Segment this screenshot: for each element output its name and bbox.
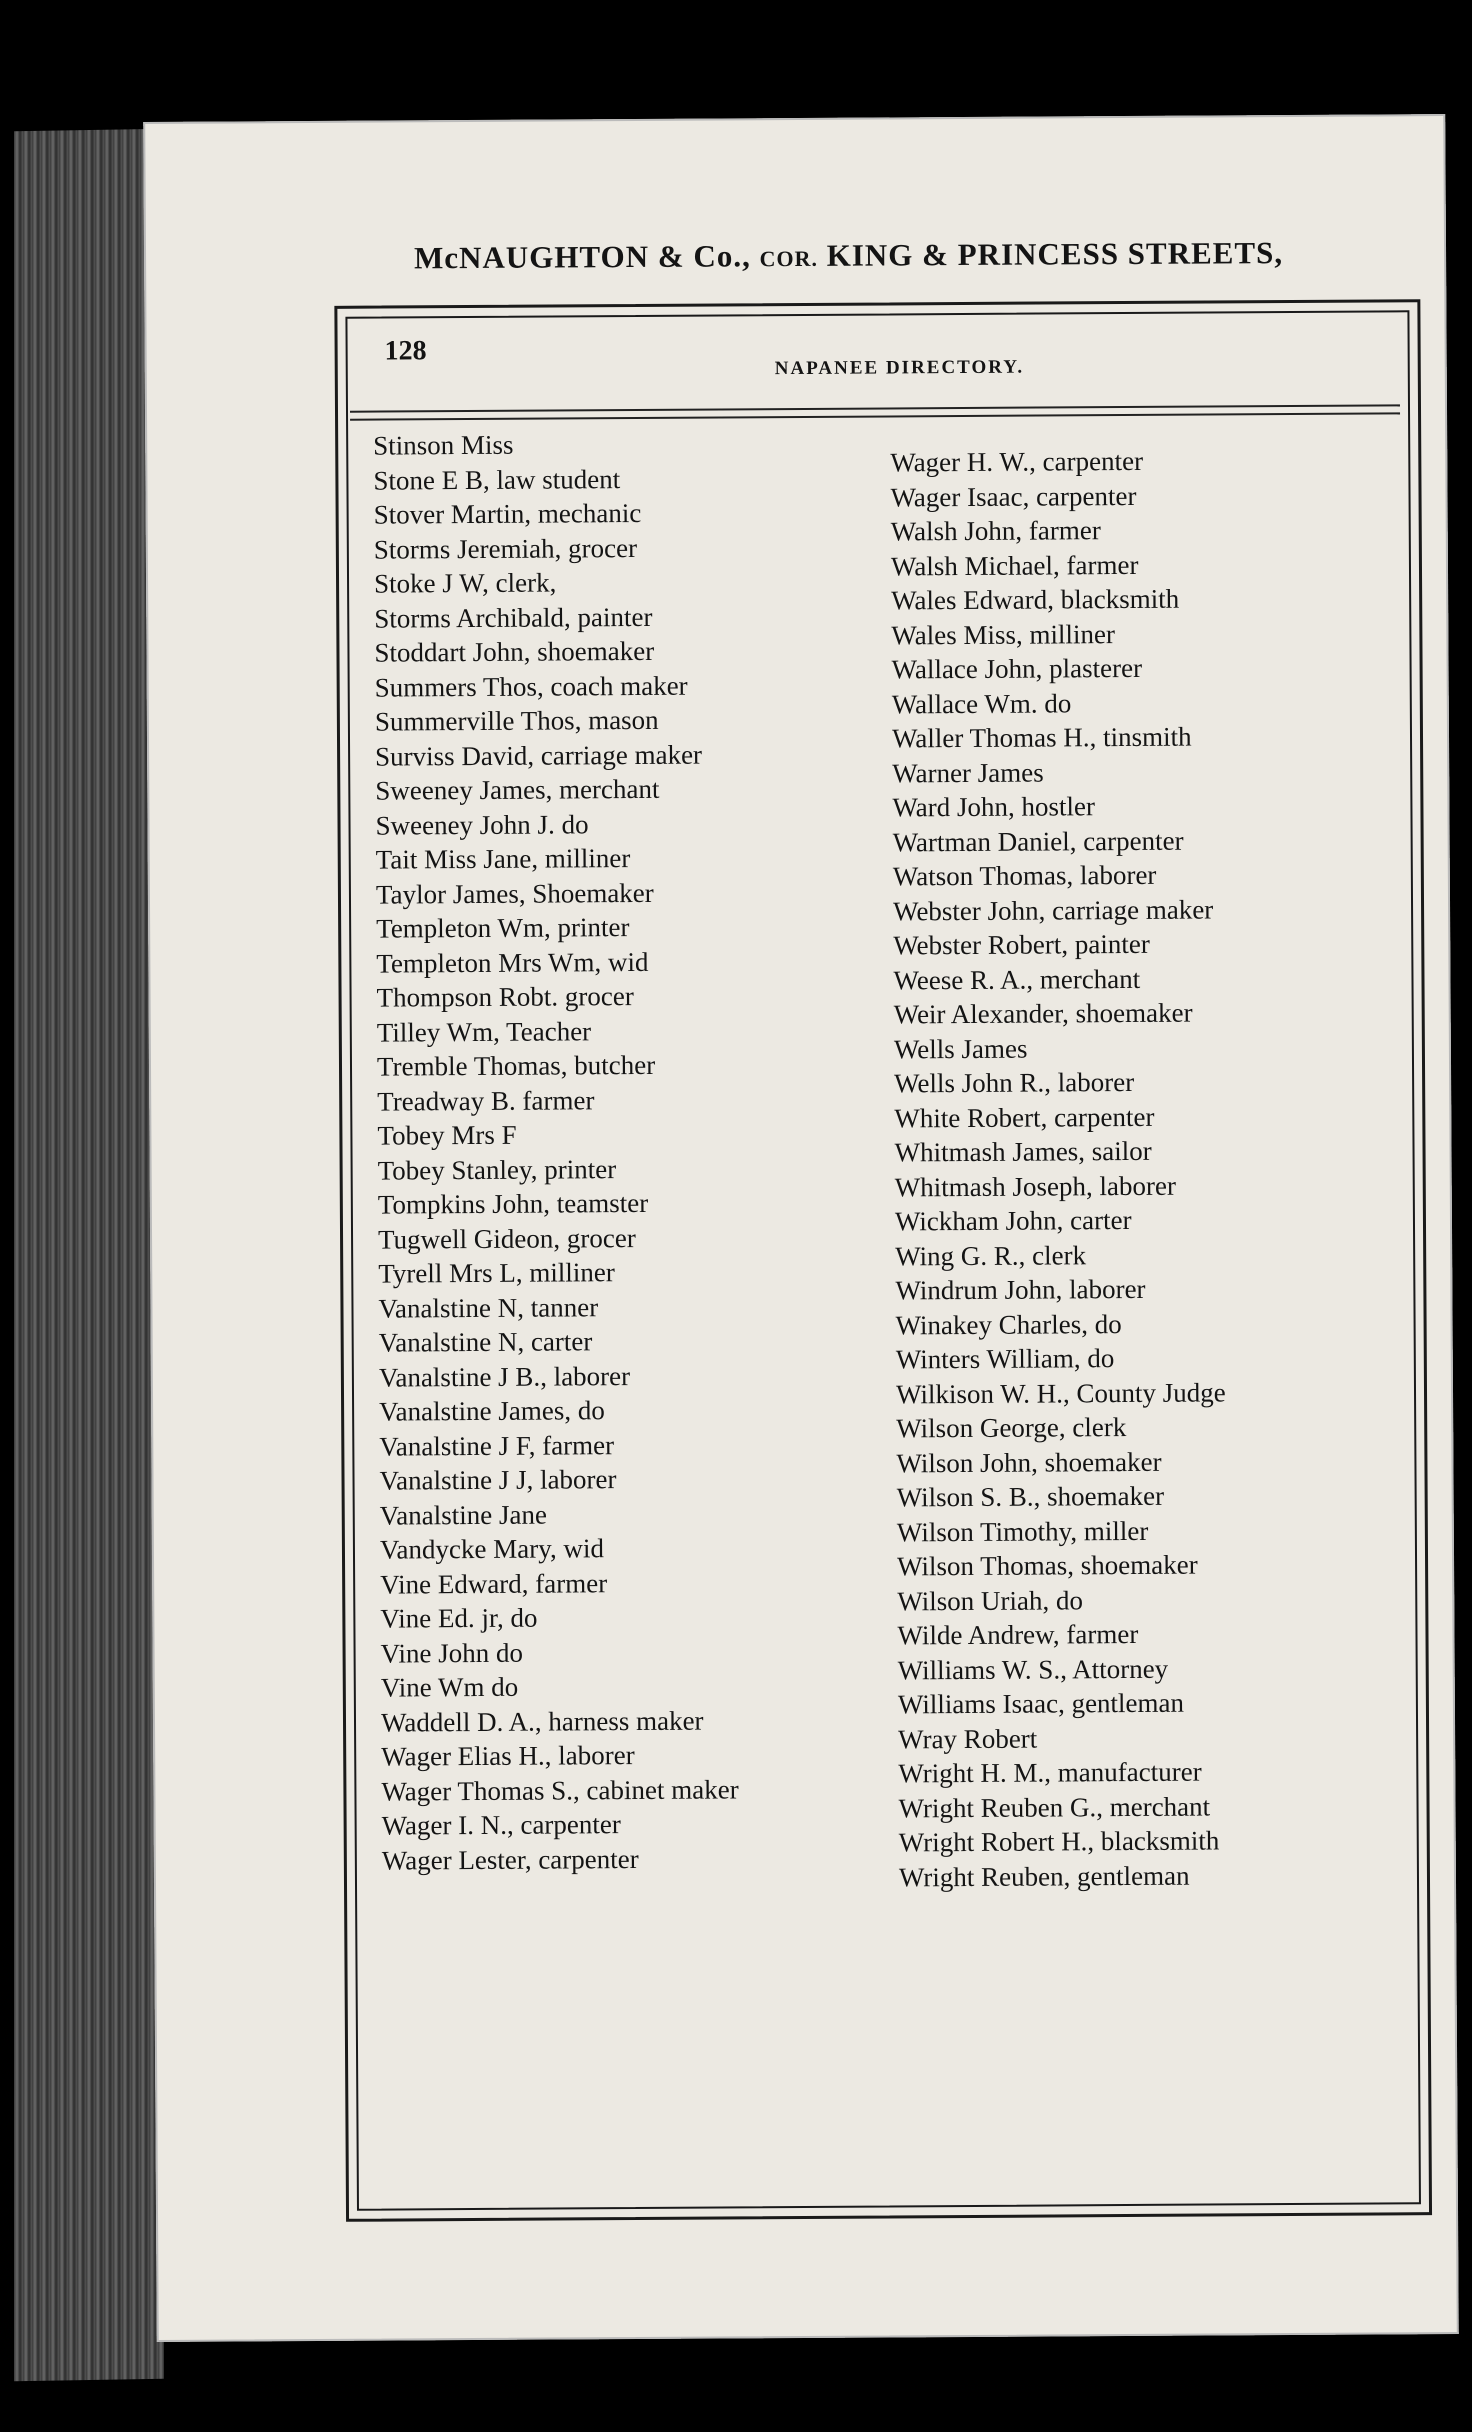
directory-entry: Tremble Thomas, butcher: [376, 1049, 656, 1082]
directory-entry: Wales Miss, milliner: [891, 618, 1116, 650]
directory-entry: Tilley Wm, Teacher: [376, 1015, 592, 1048]
directory-entry: Templeton Wm, printer: [376, 912, 630, 944]
directory-entry: Vanalstine J F, farmer: [379, 1429, 615, 1462]
street-address: KING & PRINCESS STREETS,: [826, 235, 1284, 273]
directory-entry: Wilson S. B., shoemaker: [896, 1480, 1165, 1513]
directory-entry: Tompkins John, teamster: [377, 1187, 649, 1220]
book-page-edges: [14, 129, 164, 2382]
directory-entry: Tyrell Mrs L, milliner: [378, 1257, 615, 1289]
directory-entry: Wager Thomas S., cabinet maker: [381, 1773, 739, 1807]
directory-entry: Wager Isaac, carpenter: [890, 480, 1137, 512]
directory-entry: Wager Lester, carpenter: [381, 1843, 639, 1876]
directory-entry: Wartman Daniel, carpenter: [892, 825, 1184, 857]
directory-entry: Vanalstine J B., laborer: [378, 1360, 631, 1393]
directory-entry: Wilson Timothy, miller: [896, 1515, 1149, 1547]
directory-entry: Wilkison W. H., County Judge: [895, 1376, 1226, 1409]
directory-entry: Webster Robert, painter: [893, 928, 1150, 961]
directory-entry: Sweeney John J. do: [375, 808, 589, 841]
directory-entry: Wales Edward, blacksmith: [891, 583, 1180, 616]
directory-entry: Vanalstine N, carter: [378, 1326, 593, 1358]
directory-entry: Vandycke Mary, wid: [379, 1533, 604, 1565]
directory-entry: Stone E B, law student: [373, 463, 621, 496]
directory-entry: Templeton Mrs Wm, wid: [376, 946, 649, 979]
directory-entry: Tait Miss Jane, milliner: [375, 843, 631, 875]
directory-entry: Stinson Miss: [373, 429, 514, 461]
directory-entry: Whitmash Joseph, laborer: [894, 1170, 1177, 1202]
directory-entry: Weir Alexander, shoemaker: [893, 997, 1193, 1030]
directory-entry: Wells John R., laborer: [894, 1066, 1135, 1099]
directory-entry: Wager I. N., carpenter: [381, 1809, 621, 1841]
directory-entry: Wright H. M., manufacturer: [898, 1756, 1202, 1789]
directory-entry: Wager H. W., carpenter: [890, 445, 1144, 478]
directory-entry: Vanalstine Jane: [379, 1499, 548, 1531]
directory-entry: Summerville Thos, mason: [374, 704, 659, 737]
directory-entry: Tobey Stanley, printer: [377, 1153, 617, 1186]
directory-entry: Wray Robert: [898, 1723, 1038, 1754]
directory-entry: Surviss David, carriage maker: [375, 739, 703, 772]
directory-entry: Thompson Robt. grocer: [376, 981, 634, 1013]
directory-entry: Williams Isaac, gentleman: [897, 1687, 1185, 1720]
directory-entry: Watson Thomas, laborer: [892, 859, 1157, 892]
directory-entry: Wager Elias H., laborer: [381, 1740, 635, 1772]
directory-page: [143, 114, 1459, 2342]
directory-entry: Vine Ed. jr, do: [380, 1602, 538, 1634]
directory-entry: Tobey Mrs F: [377, 1119, 517, 1151]
directory-entry: Sweeney James, merchant: [375, 773, 660, 806]
directory-entry: Wells James: [893, 1033, 1028, 1064]
directory-entry: Waddell D. A., harness maker: [380, 1705, 704, 1738]
directory-entry: Webster John, carriage maker: [892, 893, 1214, 926]
directory-entry: Whitmash James, sailor: [894, 1135, 1152, 1168]
directory-entry: Stover Martin, mechanic: [373, 497, 642, 530]
directory-entry: Windrum John, laborer: [895, 1273, 1146, 1306]
publisher-name: McNAUGHTON & Co.,: [413, 238, 751, 276]
directory-entry: Ward John, hostler: [892, 791, 1096, 823]
directory-entry: Vanalstine James, do: [379, 1395, 605, 1427]
directory-entry: Vine Wm do: [380, 1671, 519, 1703]
directory-entry: Treadway B. farmer: [377, 1084, 595, 1117]
directory-entry: Wilson Thomas, shoemaker: [896, 1549, 1198, 1582]
directory-entry: Williams W. S., Attorney: [897, 1653, 1169, 1685]
directory-entry: Vine Edward, farmer: [380, 1567, 608, 1600]
directory-entry: Wilson George, clerk: [896, 1412, 1127, 1444]
address-prefix: COR.: [759, 245, 819, 272]
page-number: 128: [384, 335, 427, 367]
directory-entry: Wright Reuben, gentleman: [898, 1860, 1190, 1892]
right-listing-column: [890, 442, 1459, 1894]
left-listing-column: [373, 425, 942, 1877]
directory-entry: Wright Robert H., blacksmith: [898, 1825, 1220, 1858]
directory-title: NAPANEE DIRECTORY.: [774, 356, 1025, 380]
directory-entry: Weese R. A., merchant: [893, 963, 1141, 995]
directory-entry: Warner James: [892, 757, 1044, 788]
directory-entry: Wickham John, carter: [894, 1204, 1132, 1237]
directory-entry: Walsh John, farmer: [890, 515, 1101, 547]
directory-entry: Summers Thos, coach maker: [374, 670, 688, 703]
running-header: [414, 234, 1414, 276]
directory-entry: Walsh Michael, farmer: [890, 549, 1139, 581]
directory-entry: Wilde Andrew, farmer: [897, 1618, 1139, 1651]
directory-entry: Vine John do: [380, 1637, 524, 1669]
directory-entry: White Robert, carpenter: [894, 1101, 1155, 1133]
directory-entry: Vanalstine J J, laborer: [379, 1464, 617, 1496]
directory-entry: Wing G. R., clerk: [895, 1239, 1087, 1271]
directory-entry: Winters William, do: [895, 1343, 1115, 1375]
directory-entry: Wallace Wm. do: [891, 687, 1072, 719]
directory-entry: Winakey Charles, do: [895, 1308, 1122, 1340]
directory-entry: Storms Jeremiah, grocer: [373, 532, 638, 565]
directory-entry: Wright Reuben G., merchant: [898, 1791, 1211, 1823]
directory-entry: Wilson Uriah, do: [897, 1584, 1084, 1616]
directory-entry: Tugwell Gideon, grocer: [377, 1222, 636, 1255]
directory-entry: Wilson John, shoemaker: [896, 1446, 1162, 1478]
directory-entry: Stoddart John, shoemaker: [374, 635, 655, 668]
directory-entry: Stoke J W, clerk,: [373, 567, 557, 599]
directory-entry: Taylor James, Shoemaker: [375, 877, 654, 910]
directory-entry: Vanalstine N, tanner: [378, 1291, 599, 1324]
directory-entry: Storms Archibald, painter: [374, 601, 653, 634]
directory-entry: Waller Thomas H., tinsmith: [891, 721, 1192, 754]
directory-entry: Wallace John, plasterer: [891, 652, 1143, 685]
